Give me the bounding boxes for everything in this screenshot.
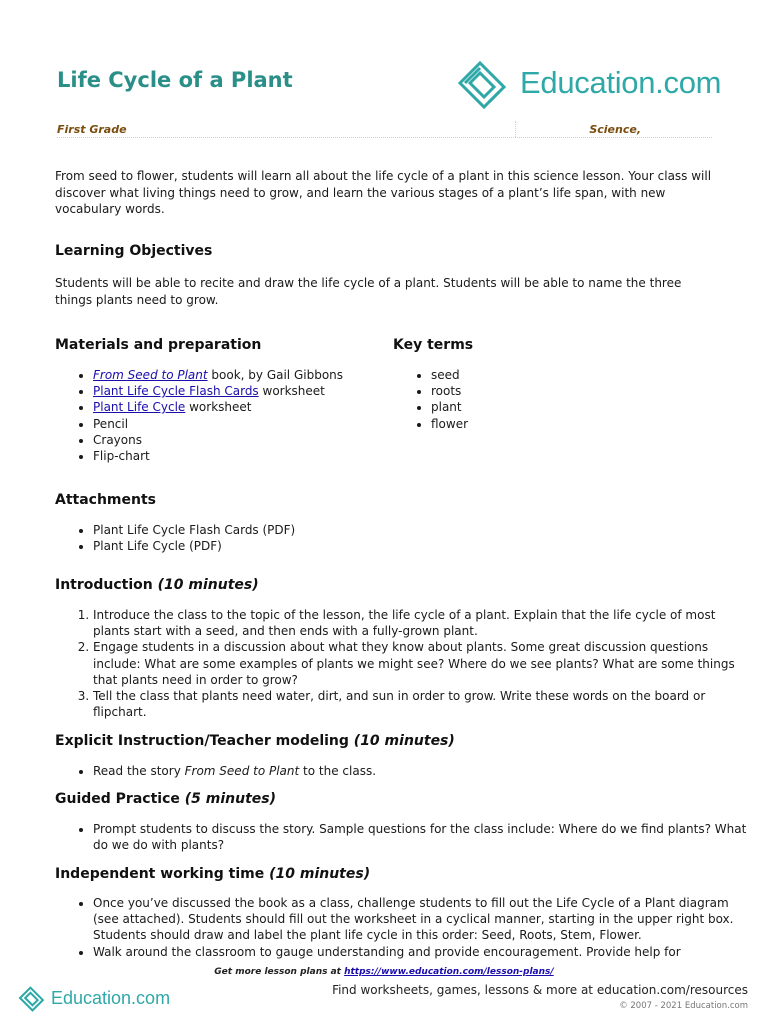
materials-list [55,367,423,464]
list-item: • Pencil [93,416,423,432]
list-item [93,367,423,383]
introduction-heading [55,577,259,593]
education-logo-icon [456,55,514,111]
lesson-plans-link[interactable]: https://www.education.com/lesson-plans/ [344,967,554,977]
list-item-text: book, by Gail Gibbons [207,368,344,382]
section-duration: (5 minutes) [184,791,277,807]
key-terms-heading: Key terms [393,337,474,353]
section-title: Independent working time [55,866,265,882]
list-item: • Crayons [93,432,423,448]
plant-life-cycle-link[interactable]: Plant Life Cycle [93,400,186,415]
list-item-text: to the class. [299,764,377,778]
logo-text: Education.com [520,65,722,100]
list-item: • Walk around the classroom to gauge understanding and provide encouragement. Provide help for [93,944,753,960]
subject-label: Science, [589,123,641,136]
list-item: • flower [431,416,731,432]
list-item: 2. Engage students in a discussion about what they know about plants. Some great discussion questions include: What are some examples of plants we might see? Where do we see plants? What are some things that plants need in order to grow? [93,639,753,688]
explicit-instruction-list [55,763,753,779]
logo-text: Education.com [51,987,171,1008]
objectives-heading: Learning Objectives [55,243,213,259]
list-item: • roots [431,383,731,399]
list-item [93,383,423,399]
guided-practice-heading [55,791,276,807]
introduction-steps [55,607,753,720]
intro-paragraph: From seed to flower, students will learn all about the life cycle of a plant in this science lesson. Your class will discover what living things need to grow, and learn the various stages of a plant’s life span, with new vocabulary words. [55,169,712,216]
footer-copyright: © 2007 - 2021 Education.com [619,1001,748,1011]
book-title: From Seed to Plant [184,764,300,778]
list-item: 3. Tell the class that plants need water, dirt, and sun in order to grow. Write these words on the board or flipchart. [93,688,753,720]
guided-practice-list [55,821,753,853]
materials-heading: Materials and preparation [55,337,262,353]
section-duration: (10 minutes) [353,733,455,749]
section-title: Introduction [55,577,153,593]
list-item-text: Read the story [93,764,185,778]
explicit-instruction-heading [55,733,455,749]
footer-note [0,967,768,977]
section-duration: (10 minutes) [269,866,371,882]
from-seed-to-plant-link[interactable]: From Seed to Plant [93,368,208,382]
independent-heading [55,866,370,882]
flash-cards-link[interactable]: Plant Life Cycle Flash Cards [93,384,259,399]
header-divider-vertical [515,121,516,137]
page-title: Life Cycle of a Plant [57,68,293,92]
education-logo[interactable] [456,55,721,111]
independent-list [55,895,753,960]
header-divider [57,137,712,138]
section-title: Explicit Instruction/Teacher modeling [55,733,349,749]
objectives-text: Students will be able to recite and draw the life cycle of a plant. Students will be able to name the three things plants need to grow. [55,276,682,307]
section-duration: (10 minutes) [157,577,259,593]
list-item: • Flip-chart [93,448,423,464]
education-logo-icon [18,983,48,1013]
list-item: • Plant Life Cycle (PDF) [93,538,593,554]
footer-note-text: Get more lesson plans at [214,967,345,977]
grade-label: First Grade [57,123,127,136]
list-item: • plant [431,399,731,415]
attachments-list [55,522,593,554]
attachments-heading: Attachments [55,492,157,508]
section-title: Guided Practice [55,791,180,807]
list-item [93,399,423,415]
list-item-text: worksheet [258,384,325,399]
list-item: • Plant Life Cycle Flash Cards (PDF) [93,522,593,538]
list-item-text: worksheet [185,400,252,415]
list-item: • Once you’ve discussed the book as a class, challenge students to fill out the Life Cycle of a Plant diagram (see attached). Students should fill out the worksheet in a cyclical manner, starting in the upper right box. Students should draw and label the plant life cycle in this order: Seed, Roots, Stem, Flower. [93,895,753,944]
footer-tagline: Find worksheets, games, lessons & more at education.com/resources [332,983,748,997]
list-item [93,763,753,779]
key-terms-list [393,367,731,432]
list-item: • Prompt students to discuss the story. Sample questions for the class include: Where do we find plants? What do we do with plants? [93,821,753,853]
list-item: 1. Introduce the class to the topic of the lesson, the life cycle of a plant. Explain that the life cycle of most plants start with a seed, and then ends with a fully-grown plant. [93,607,753,639]
list-item: • seed [431,367,731,383]
footer-logo[interactable] [18,983,170,1013]
